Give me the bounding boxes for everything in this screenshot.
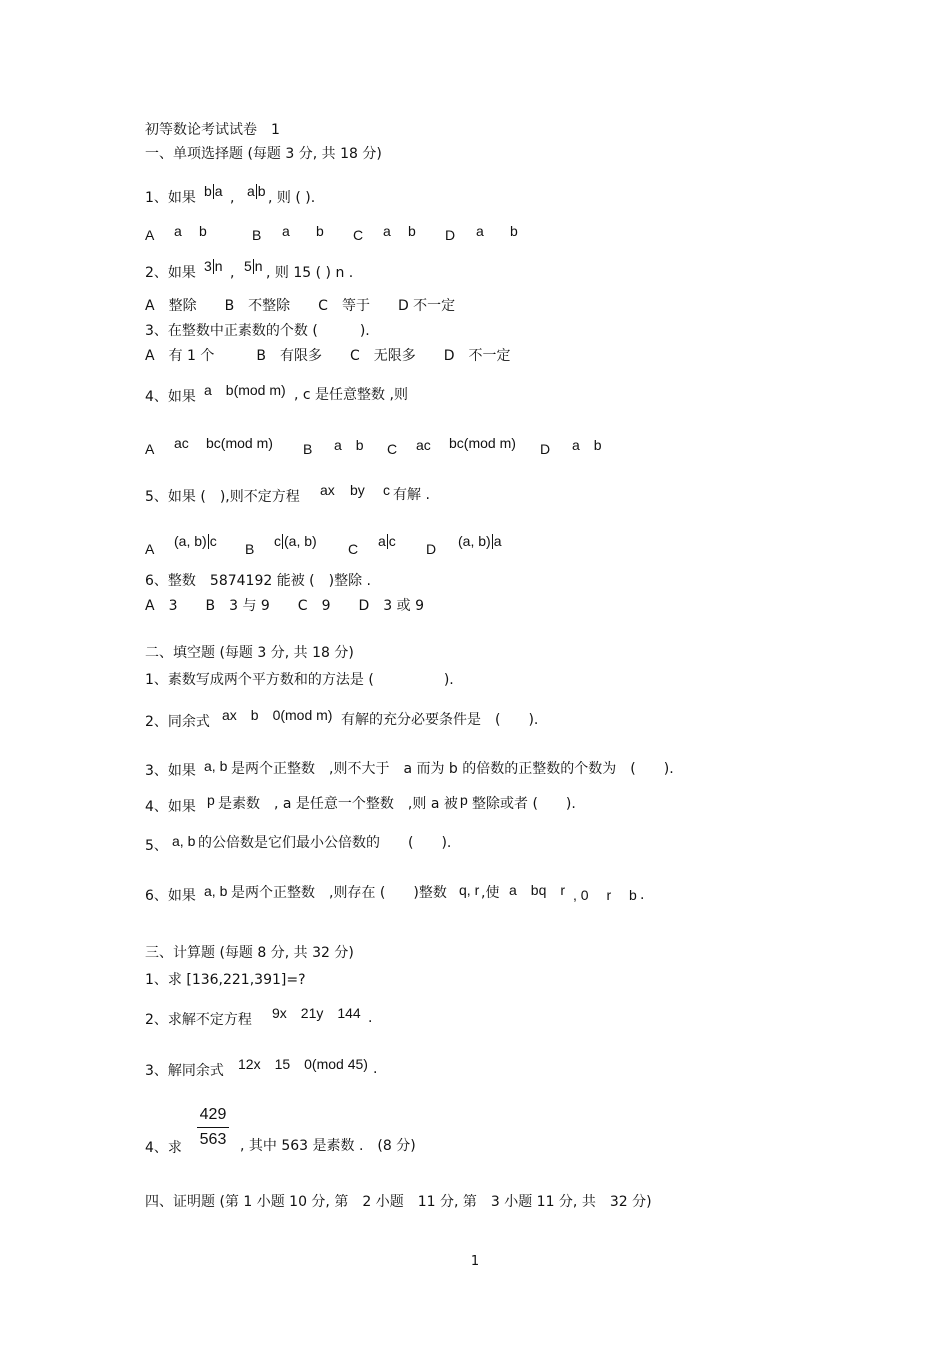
s1-q3-stem: 3、在整数中正素数的个数 ( ). (145, 323, 370, 339)
s1-q5-math-c: c (383, 482, 390, 498)
s1-q5-optA-m2: c (209, 533, 217, 549)
s1-q2-m2a: 5 (244, 258, 252, 274)
s1-q5-optA-math (174, 533, 217, 549)
s1-q3-options: A 有 1 个 B 有限多 C 无限多 D 不一定 (145, 348, 511, 364)
s3-q2-tail: . (368, 1010, 373, 1026)
s1-q1-m2a: a (247, 183, 255, 199)
s2-q3-tail: 是两个正整数 ,则不大于 a 而为 b 的倍数的正整数的个数为 ( ). (231, 761, 674, 777)
s1-q2-sep: , (230, 265, 235, 281)
s1-q2-m2b: n (254, 258, 263, 274)
s1-q4-optD-m: a b (572, 437, 602, 453)
s1-q5-tail: 有解 . (393, 487, 430, 503)
s1-q4-opt-C: C (387, 441, 398, 457)
s2-q4-mid: 是素数 , a 是任意一个整数 ,则 a 被 (218, 796, 458, 812)
s1-q1-optC-b: b (408, 223, 416, 239)
s1-q5-math-by: by (350, 482, 365, 498)
s2-q6-tail: . (640, 887, 645, 903)
s1-q2-tail: , 则 15 ( ) n . (266, 265, 354, 281)
s1-q1-opt-D: D (445, 227, 456, 243)
s3-q3-math: 12x 15 0(mod 45) (238, 1056, 368, 1072)
s1-q1-math1 (204, 183, 223, 199)
s1-q5-optD-m1: (a, b) (458, 533, 491, 549)
s1-q5-optA-m1: (a, b) (174, 533, 207, 549)
s1-q5-opt-A: A (145, 541, 155, 557)
s2-q6-math-qr: q, r (459, 882, 480, 898)
s1-q2-m1b: n (214, 258, 223, 274)
fraction-numerator: 429 (199, 1106, 227, 1123)
s2-q2-stem: 2、同余式 (145, 714, 210, 730)
s2-q5-math: a, b (172, 833, 196, 849)
s1-q1-optC-a: a (383, 223, 391, 239)
s1-q1-m1b: a (214, 183, 223, 199)
s2-q3-math: a, b (204, 758, 228, 774)
s3-q3-tail: . (373, 1061, 378, 1077)
s1-q4-optA-m1: ac (174, 435, 189, 451)
s1-q5-optB-m2: (a, b) (284, 533, 317, 549)
s2-q6-mid: 是两个正整数 ,则存在 ( )整数 (231, 885, 447, 901)
s1-q5-optC-m2: c (388, 533, 396, 549)
s1-q5-optD-m2: a (493, 533, 502, 549)
s1-q1-opt-B: B (252, 227, 262, 243)
s1-q6-stem: 6、整数 5874192 能被 ( )整除 . (145, 573, 371, 589)
s3-q4-tail: , 其中 563 是素数 . (8 分) (240, 1138, 416, 1154)
s2-q6-math-ab: a, b (204, 883, 228, 899)
s1-q5-opt-B: B (245, 541, 255, 557)
s1-q5-math-ax: ax (320, 482, 335, 498)
s2-q6-mid2: ,使 (481, 885, 500, 901)
s3-q2-stem: 2、求解不定方程 (145, 1012, 252, 1028)
s1-q4-optC-m2: bc(mod m) (449, 435, 516, 451)
s1-q1-opt-C: C (353, 227, 364, 243)
s1-q5-optC-m1: a (378, 533, 386, 549)
s1-q1-math2 (247, 183, 266, 199)
s3-q3-stem: 3、解同余式 (145, 1063, 224, 1079)
fraction-denominator: 563 (199, 1131, 227, 1148)
s2-q5-stem: 5、 (145, 838, 168, 854)
s2-q4-math-p2: p (460, 792, 468, 808)
s1-q5-optD-math (458, 533, 501, 549)
section-1-heading: 一、单项选择题 (每题 3 分, 共 18 分) (145, 146, 382, 162)
s1-q6-options: A 3 B 3 与 9 C 9 D 3 或 9 (145, 598, 424, 614)
s1-q5-opt-D: D (426, 541, 437, 557)
s1-q4-stem: 4、如果 (145, 389, 196, 405)
s1-q1-optD-b: b (510, 223, 518, 239)
s1-q1-optB-a: a (282, 223, 290, 239)
s1-q4-optB-m: a b (334, 437, 364, 453)
s2-q2-tail: 有解的充分必要条件是 ( ). (341, 712, 539, 728)
s2-q2-math: ax b 0(mod m) (222, 707, 333, 723)
s2-q4-math-p: p (207, 792, 215, 808)
s3-q1: 1、求 [136,221,391]=? (145, 972, 306, 988)
s1-q4-opt-D: D (540, 441, 551, 457)
s1-q5-stem: 5、如果 ( ),则不定方程 (145, 489, 300, 505)
s2-q4-tail: 整除或者 ( ). (472, 796, 576, 812)
s2-q4-stem: 4、如果 (145, 799, 196, 815)
s2-q6-math-eq: a bq r (509, 882, 566, 898)
s2-q1: 1、素数写成两个平方数和的方法是 ( ). (145, 672, 454, 688)
s1-q5-optC-math (378, 533, 396, 549)
s2-q5-tail: 的公倍数是它们最小公倍数的 ( ). (198, 835, 452, 851)
s1-q5-optB-m1: c (274, 533, 281, 549)
s2-q6-stem: 6、如果 (145, 888, 196, 904)
s1-q4-tail: , c 是任意整数 ,则 (294, 387, 408, 403)
s3-q2-math: 9x 21y 144 (272, 1005, 361, 1021)
s1-q2-m1a: 3 (204, 258, 212, 274)
s2-q3-stem: 3、如果 (145, 763, 196, 779)
s1-q4-optC-m1: ac (416, 437, 431, 453)
s3-q4-stem: 4、求 (145, 1140, 182, 1156)
s1-q1-m1a: b (204, 183, 212, 199)
s1-q1-optA-a: a (174, 223, 182, 239)
section-3-heading: 三、计算题 (每题 8 分, 共 32 分) (145, 945, 354, 961)
s1-q4-optA-m2: bc(mod m) (206, 435, 273, 451)
s1-q1-optD-a: a (476, 223, 484, 239)
s1-q4-opt-A: A (145, 441, 155, 457)
s1-q5-optB-math (274, 533, 317, 549)
s1-q1-opt-A: A (145, 227, 155, 243)
s1-q2-stem: 2、如果 (145, 265, 196, 281)
section-4-heading: 四、证明题 (第 1 小题 10 分, 第 2 小题 11 分, 第 3 小题 11 分, 共 32 分) (145, 1194, 652, 1210)
page-title: 初等数论考试试卷 1 (145, 122, 280, 138)
s3-q4-fraction (197, 1105, 229, 1150)
s1-q1-sep: , (230, 190, 235, 206)
s1-q4-math: a b(mod m) (204, 382, 286, 398)
s1-q2-math2 (244, 258, 263, 274)
page-number: 1 (470, 1254, 480, 1269)
s1-q5-opt-C: C (348, 541, 359, 557)
s2-q6-mid3: , 0 r b (573, 887, 637, 903)
s1-q1-tail: , 则 ( ). (268, 190, 316, 206)
s1-q1-optB-b: b (316, 223, 324, 239)
s1-q2-options: A 整除 B 不整除 C 等于 D 不一定 (145, 298, 456, 314)
s1-q4-opt-B: B (303, 441, 313, 457)
fraction-bar (197, 1127, 229, 1128)
s1-q1-optA-b: b (199, 223, 207, 239)
s1-q1-m2b: b (257, 183, 266, 199)
s1-q2-math1 (204, 258, 223, 274)
s1-q1-stem: 1、如果 (145, 190, 196, 206)
section-2-heading: 二、填空题 (每题 3 分, 共 18 分) (145, 645, 354, 661)
